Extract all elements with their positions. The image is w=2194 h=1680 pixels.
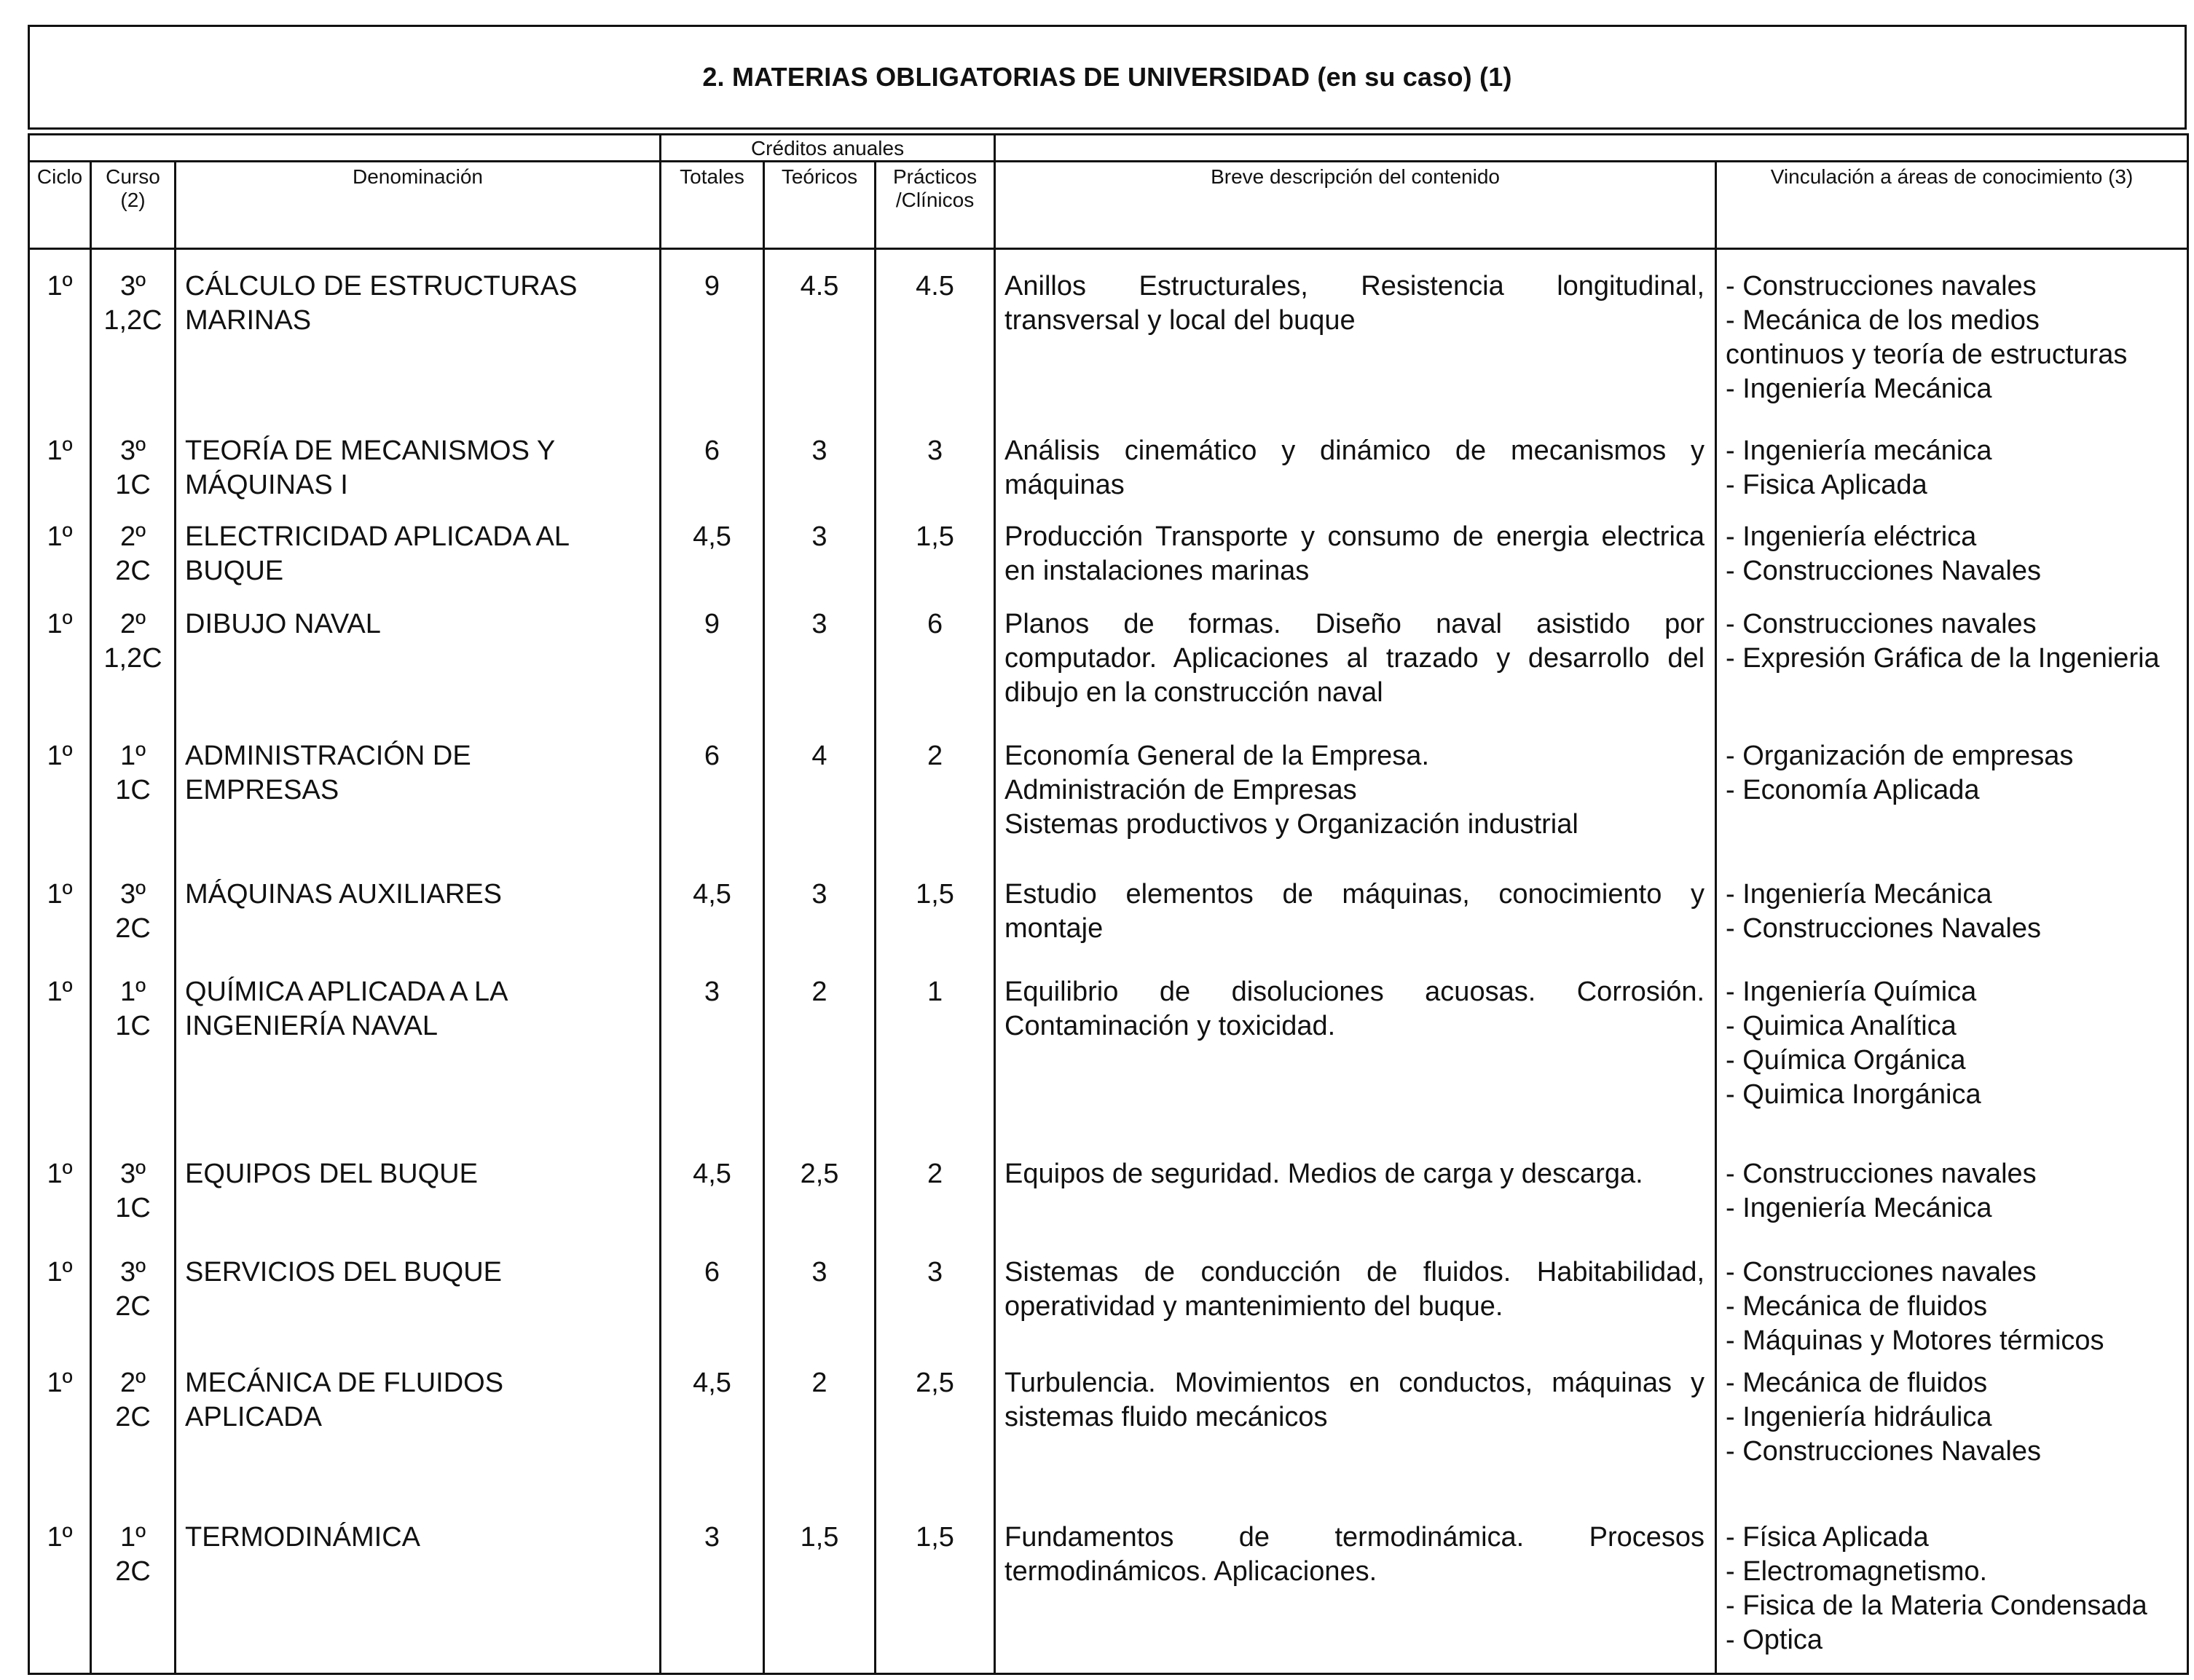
teoricos-cell: 4.5 [764, 269, 876, 434]
teoricos-cell: 1,5 [764, 1521, 876, 1673]
page-title: 2. MATERIAS OBLIGATORIAS DE UNIVERSIDAD (en su caso) (1) [702, 62, 1512, 92]
denominacion-line: TEORÍA DE MECANISMOS Y [185, 435, 556, 467]
teoricos-cell: 3 [764, 1255, 876, 1366]
denominacion-cell [176, 1521, 661, 1673]
totales-cell: 4,5 [661, 878, 764, 975]
denominacion-cell [176, 1157, 661, 1255]
vinculacion-line: - Optica [1726, 1625, 1823, 1656]
vinculacion-line: - Ingeniería hidráulica [1726, 1401, 1992, 1432]
vinculacion-line: - Construcciones Navales [1726, 556, 2041, 587]
practicos-cell: 6 [876, 607, 995, 738]
vinculacion-line: - Química Orgánica [1726, 1045, 1966, 1076]
vinculacion-cell [1716, 520, 2188, 607]
curso-line: 2º [119, 521, 146, 553]
vinculacion-line: - Ingeniería eléctrica [1726, 521, 1977, 553]
table-row [29, 739, 2188, 878]
denominacion-cell [176, 739, 661, 878]
curso-line: 1,2C [103, 643, 162, 674]
descripcion-line: Economía General de la Empresa. [1004, 740, 1430, 771]
vinculacion-line: - Máquinas y Motores térmicos [1726, 1325, 2104, 1356]
vinculacion-cell [1716, 434, 2188, 520]
ciclo-cell: 1º [29, 434, 91, 520]
vinculacion-cell [1716, 1157, 2188, 1255]
curso-line: 2C [115, 1556, 151, 1588]
vinculacion-line: - Quimica Analítica [1726, 1011, 1957, 1042]
vinculacion-line: - Quimica Inorgánica [1726, 1079, 1981, 1111]
descripcion-line: montaje [1004, 912, 1104, 944]
vinculacion-line: - Construcciones navales [1726, 270, 2037, 301]
curso-line: 1,2C [103, 304, 162, 336]
vinculacion-line: - Construcciones navales [1726, 1159, 2037, 1190]
vinculacion-line: - Organización de empresas [1726, 740, 2074, 771]
descripcion-line: Turbulencia. Movimientos en conductos, máquinas y [1004, 1367, 1705, 1398]
descripcion-cell [995, 520, 1716, 607]
header-ciclo: Ciclo [29, 162, 91, 249]
table-row [29, 878, 2188, 975]
denominacion-cell [176, 1255, 661, 1366]
descripcion-line: computador. Aplicaciones al trazado y desarrollo del [1004, 643, 1705, 674]
denominacion-line: MÁQUINAS I [185, 470, 348, 501]
table-row [29, 434, 2188, 520]
totales-cell: 4,5 [661, 1366, 764, 1521]
descripcion-line: Contaminación y toxicidad. [1004, 1011, 1336, 1042]
curso-line: 1C [115, 1193, 151, 1224]
curso-line: 2C [115, 1290, 151, 1322]
curso-line: 1º [119, 977, 146, 1008]
vinculacion-cell [1716, 1521, 2188, 1673]
vinculacion-line: - Construcciones Navales [1726, 1435, 2041, 1467]
denominacion-line: MÁQUINAS AUXILIARES [185, 878, 503, 910]
vinculacion-line: - Ingeniería Mecánica [1726, 878, 1992, 910]
descripcion-line: Anillos Estructurales, Resistencia longitudinal, [1004, 270, 1705, 301]
descripcion-line: Estudio elementos de máquinas, conocimiento y [1004, 878, 1705, 910]
vinculacion-line: - Ingeniería Mecánica [1726, 373, 1992, 404]
descripcion-line: máquinas [1004, 470, 1125, 501]
descripcion-line: transversal y local del buque [1004, 304, 1356, 336]
descripcion-line: dibujo en la construcción naval [1004, 677, 1383, 709]
vinculacion-line: - Electromagnetismo. [1726, 1556, 1988, 1588]
teoricos-cell: 2 [764, 975, 876, 1157]
table-row [29, 975, 2188, 1157]
vinculacion-line: - Mecánica de fluidos [1726, 1290, 1988, 1322]
header-practicos: Prácticos /Clínicos [876, 162, 995, 249]
vinculacion-line: - Ingeniería mecánica [1726, 435, 1992, 467]
teoricos-cell: 2,5 [764, 1157, 876, 1255]
header-creditos: Créditos anuales [661, 135, 995, 162]
vinculacion-cell [1716, 878, 2188, 975]
vinculacion-line: - Construcciones Navales [1726, 912, 2041, 944]
descripcion-cell [995, 739, 1716, 878]
descripcion-line: Sistemas productivos y Organización industrial [1004, 808, 1578, 840]
denominacion-cell [176, 434, 661, 520]
curso-cell [91, 1157, 176, 1255]
table-row [29, 1157, 2188, 1255]
practicos-cell: 2,5 [876, 1366, 995, 1521]
denominacion-cell [176, 1366, 661, 1521]
spacer-row [29, 249, 2188, 269]
ciclo-cell: 1º [29, 520, 91, 607]
header-blank-left [29, 135, 661, 162]
vinculacion-line: - Construcciones navales [1726, 1256, 2037, 1287]
table-row [29, 520, 2188, 607]
table-row [29, 1521, 2188, 1673]
denominacion-line: BUQUE [185, 556, 284, 587]
table-row [29, 1255, 2188, 1366]
curso-cell [91, 520, 176, 607]
curso-cell [91, 1255, 176, 1366]
descripcion-cell [995, 1255, 1716, 1366]
table-row [29, 607, 2188, 738]
vinculacion-line: - Mecánica de los medios [1726, 304, 2040, 336]
denominacion-cell [176, 520, 661, 607]
curso-line: 2º [119, 1367, 146, 1398]
totales-cell: 9 [661, 607, 764, 738]
totales-cell: 4,5 [661, 520, 764, 607]
practicos-cell: 1,5 [876, 520, 995, 607]
practicos-cell: 3 [876, 1255, 995, 1366]
denominacion-line: TERMODINÁMICA [185, 1522, 420, 1553]
descripcion-cell [995, 1521, 1716, 1673]
curso-line: 3º [119, 1159, 146, 1190]
denominacion-line: APLICADA [185, 1401, 322, 1432]
curso-cell [91, 739, 176, 878]
descripcion-line: sistemas fluido mecánicos [1004, 1401, 1328, 1432]
descripcion-line: Planos de formas. Diseño naval asistido por [1004, 609, 1705, 640]
denominacion-cell [176, 975, 661, 1157]
vinculacion-cell [1716, 607, 2188, 738]
denominacion-cell [176, 269, 661, 434]
ciclo-cell: 1º [29, 1366, 91, 1521]
curso-line: 2º [119, 609, 146, 640]
curso-cell [91, 1366, 176, 1521]
header-totales: Totales [661, 162, 764, 249]
curso-line: 3º [119, 270, 146, 301]
descripcion-line: Equilibrio de disoluciones acuosas. Corrosión. [1004, 977, 1705, 1008]
totales-cell: 3 [661, 1521, 764, 1673]
curso-line: 2C [115, 1401, 151, 1432]
descripcion-cell [995, 975, 1716, 1157]
practicos-cell: 2 [876, 1157, 995, 1255]
curso-line: 1º [119, 1522, 146, 1553]
denominacion-line: INGENIERÍA NAVAL [185, 1011, 439, 1042]
teoricos-cell: 2 [764, 1366, 876, 1521]
descripcion-cell [995, 1366, 1716, 1521]
header-denominacion: Denominación [176, 162, 661, 249]
vinculacion-line: continuos y teoría de estructuras [1726, 339, 2128, 370]
totales-cell: 9 [661, 269, 764, 434]
denominacion-line: DIBUJO NAVAL [185, 609, 381, 640]
vinculacion-cell [1716, 975, 2188, 1157]
vinculacion-cell [1716, 1366, 2188, 1521]
practicos-cell: 1,5 [876, 878, 995, 975]
denominacion-cell [176, 878, 661, 975]
vinculacion-line: - Expresión Gráfica de la Ingenieria [1726, 643, 2160, 674]
descripcion-line: Administración de Empresas [1004, 774, 1357, 805]
ciclo-cell: 1º [29, 878, 91, 975]
curso-cell [91, 269, 176, 434]
vinculacion-line: - Fisica de la Materia Condensada [1726, 1590, 2147, 1622]
curso-line: 3º [119, 435, 146, 467]
denominacion-cell [176, 607, 661, 738]
ciclo-cell: 1º [29, 269, 91, 434]
descripcion-line: termodinámicos. Aplicaciones. [1004, 1556, 1377, 1588]
descripcion-cell [995, 434, 1716, 520]
vinculacion-line: - Fisica Aplicada [1726, 470, 1927, 501]
curso-line: 1º [119, 740, 146, 771]
vinculacion-line: - Ingeniería Mecánica [1726, 1193, 1992, 1224]
denominacion-line: MARINAS [185, 304, 312, 336]
curso-cell [91, 1521, 176, 1673]
descripcion-line: Producción Transporte y consumo de energia electrica [1004, 521, 1705, 553]
title-box [28, 25, 2187, 130]
curso-line: 1C [115, 774, 151, 805]
descripcion-line: operatividad y mantenimiento del buque. [1004, 1290, 1503, 1322]
ciclo-cell: 1º [29, 607, 91, 738]
descripcion-line: Equipos de seguridad. Medios de carga y descarga. [1004, 1159, 1643, 1190]
denominacion-line: EQUIPOS DEL BUQUE [185, 1159, 478, 1190]
totales-cell: 6 [661, 739, 764, 878]
totales-cell: 6 [661, 434, 764, 520]
ciclo-cell: 1º [29, 1157, 91, 1255]
teoricos-cell: 4 [764, 739, 876, 878]
header-curso: Curso (2) [91, 162, 176, 249]
totales-cell: 3 [661, 975, 764, 1157]
descripcion-line: Análisis cinemático y dinámico de mecanismos y [1004, 435, 1705, 467]
vinculacion-cell [1716, 269, 2188, 434]
vinculacion-line: - Mecánica de fluidos [1726, 1367, 1988, 1398]
header-descripcion: Breve descripción del contenido [995, 162, 1716, 249]
vinculacion-line: - Física Aplicada [1726, 1522, 1929, 1553]
ciclo-cell: 1º [29, 1255, 91, 1366]
descripcion-line: Sistemas de conducción de fluidos. Habitabilidad, [1004, 1256, 1705, 1287]
header-teoricos: Teóricos [764, 162, 876, 249]
totales-cell: 4,5 [661, 1157, 764, 1255]
denominacion-line: ELECTRICIDAD APLICADA AL [185, 521, 570, 553]
teoricos-cell: 3 [764, 878, 876, 975]
descripcion-cell [995, 1157, 1716, 1255]
practicos-cell: 1 [876, 975, 995, 1157]
vinculacion-line: - Construcciones navales [1726, 609, 2037, 640]
curso-line: 3º [119, 878, 146, 910]
descripcion-line: Fundamentos de termodinámica. Procesos [1004, 1522, 1705, 1553]
denominacion-line: MECÁNICA DE FLUIDOS [185, 1367, 504, 1398]
teoricos-cell: 3 [764, 434, 876, 520]
curso-cell [91, 878, 176, 975]
descripcion-cell [995, 878, 1716, 975]
vinculacion-cell [1716, 739, 2188, 878]
curso-line: 2C [115, 556, 151, 587]
denominacion-line: SERVICIOS DEL BUQUE [185, 1256, 503, 1287]
ciclo-cell: 1º [29, 975, 91, 1157]
vinculacion-cell [1716, 1255, 2188, 1366]
denominacion-line: EMPRESAS [185, 774, 339, 805]
header-blank-right [995, 135, 2188, 162]
teoricos-cell: 3 [764, 520, 876, 607]
practicos-cell: 4.5 [876, 269, 995, 434]
header-row [29, 162, 2188, 249]
table-row [29, 1366, 2188, 1521]
denominacion-line: ADMINISTRACIÓN DE [185, 740, 471, 771]
curso-cell [91, 607, 176, 738]
curso-cell [91, 975, 176, 1157]
ciclo-cell: 1º [29, 739, 91, 878]
table-row [29, 269, 2188, 434]
descripcion-cell [995, 269, 1716, 434]
ciclo-cell: 1º [29, 1521, 91, 1673]
descripcion-line: en instalaciones marinas [1004, 556, 1310, 587]
vinculacion-line: - Economía Aplicada [1726, 774, 1980, 805]
practicos-cell: 2 [876, 739, 995, 878]
denominacion-line: CÁLCULO DE ESTRUCTURAS [185, 270, 578, 301]
header-row-top [29, 135, 2188, 162]
curso-line: 1C [115, 1011, 151, 1042]
vinculacion-line: - Ingeniería Química [1726, 977, 1977, 1008]
practicos-cell: 1,5 [876, 1521, 995, 1673]
curso-line: 1C [115, 470, 151, 501]
practicos-cell: 3 [876, 434, 995, 520]
header-vinculacion: Vinculación a áreas de conocimiento (3) [1716, 162, 2188, 249]
descripcion-cell [995, 607, 1716, 738]
subjects-table [28, 133, 2189, 1675]
curso-cell [91, 434, 176, 520]
denominacion-line: QUÍMICA APLICADA A LA [185, 977, 508, 1008]
totales-cell: 6 [661, 1255, 764, 1366]
curso-line: 2C [115, 912, 151, 944]
teoricos-cell: 3 [764, 607, 876, 738]
curso-line: 3º [119, 1256, 146, 1287]
